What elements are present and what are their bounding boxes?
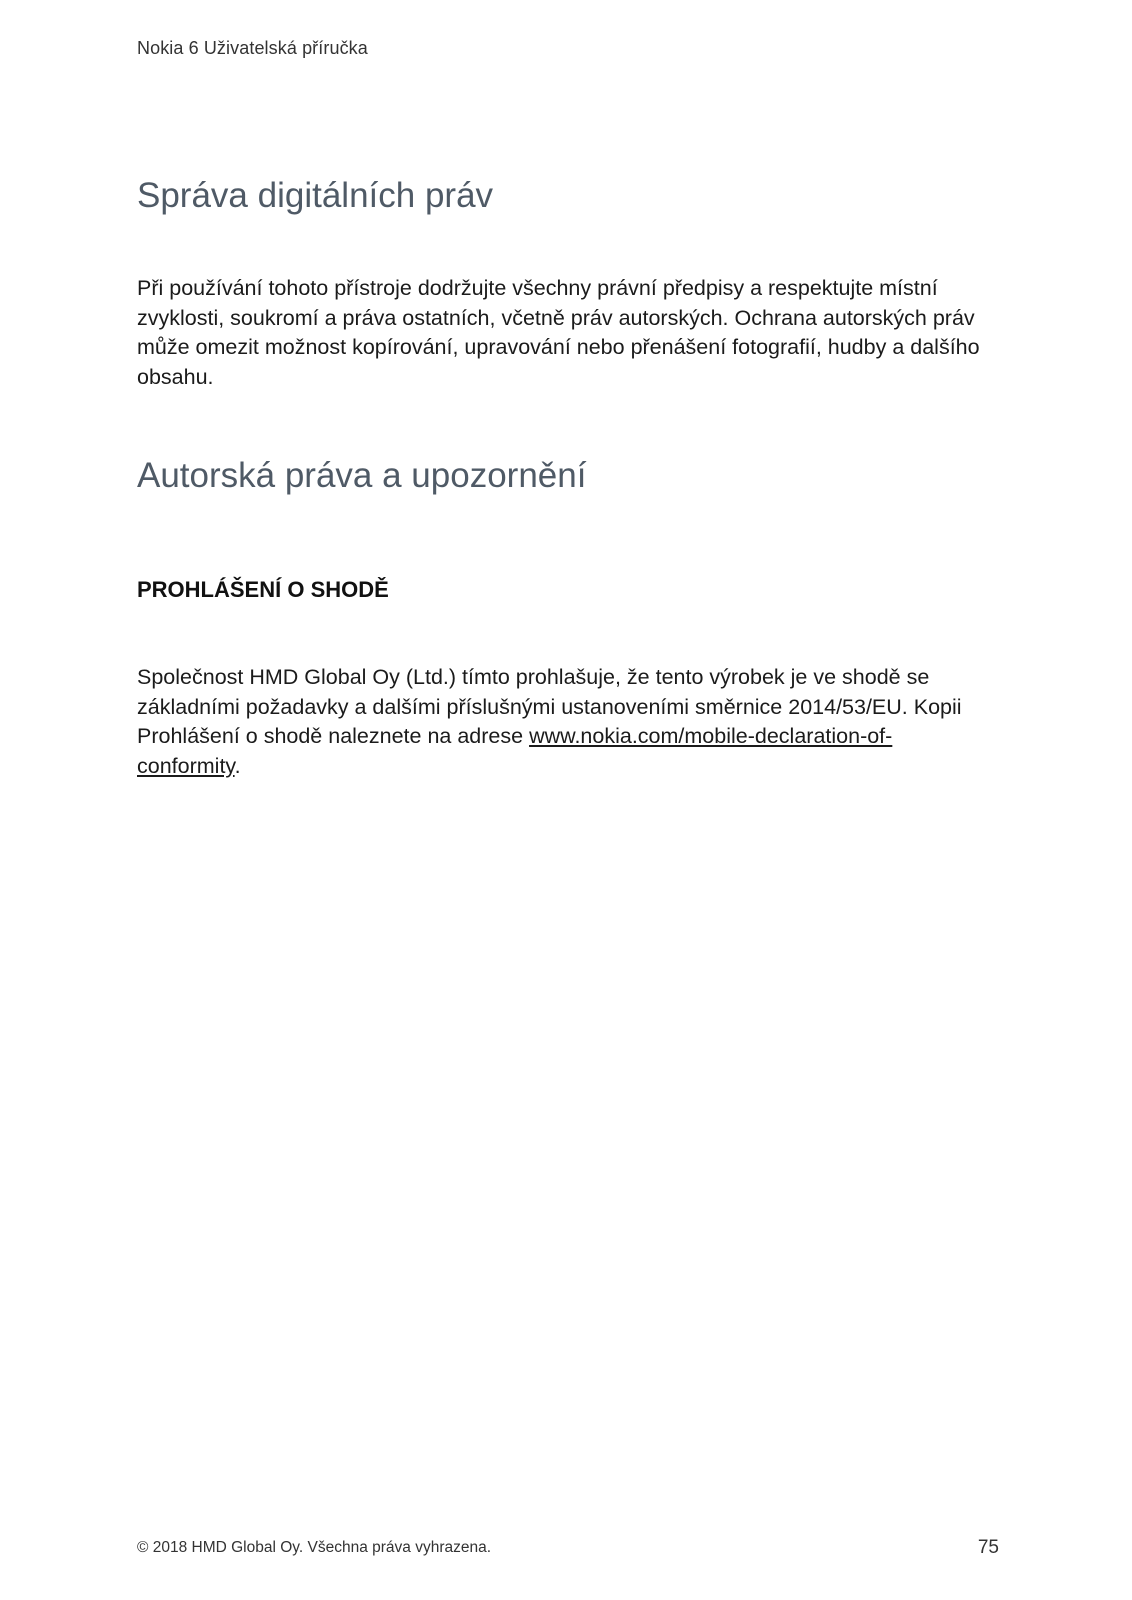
paragraph-declaration: [137, 663, 987, 781]
page-number: 75: [977, 1537, 999, 1558]
section-title-drm: Správa digitálních práv: [137, 176, 494, 215]
paragraph-drm: Při používání tohoto přístroje dodržujte všechny právní předpisy a respektujte místní zvyklosti, soukromí a práva ostatních, včetně práv autorských. Ochrana autorských práv může omezit možnost kopírování, upravování nebo přenášení fotografií, hudby a dalšího obsahu.: [137, 276, 980, 389]
declaration-link[interactable]: www.nokia.com/mobile-declaration-of-conformity: [137, 724, 893, 778]
paragraph-declaration-tail: .: [234, 753, 241, 778]
section-title-copyright: Autorská práva a upozornění: [137, 456, 587, 495]
footer-copyright: © 2018 HMD Global Oy. Všechna práva vyhrazena.: [137, 1539, 492, 1556]
subheading-declaration-of-conformity: PROHLÁŠENÍ O SHODĚ: [137, 577, 389, 602]
paragraph-declaration-text: Společnost HMD Global Oy (Ltd.) tímto prohlašuje, že tento výrobek je ve shodě se základními požadavky a dalšími příslušnými ustanoveními směrnice 2014/53/EU. Kopii Prohlášení o shodě naleznete na adrese: [137, 665, 962, 748]
running-header: Nokia 6 Uživatelská příručka: [137, 38, 368, 58]
